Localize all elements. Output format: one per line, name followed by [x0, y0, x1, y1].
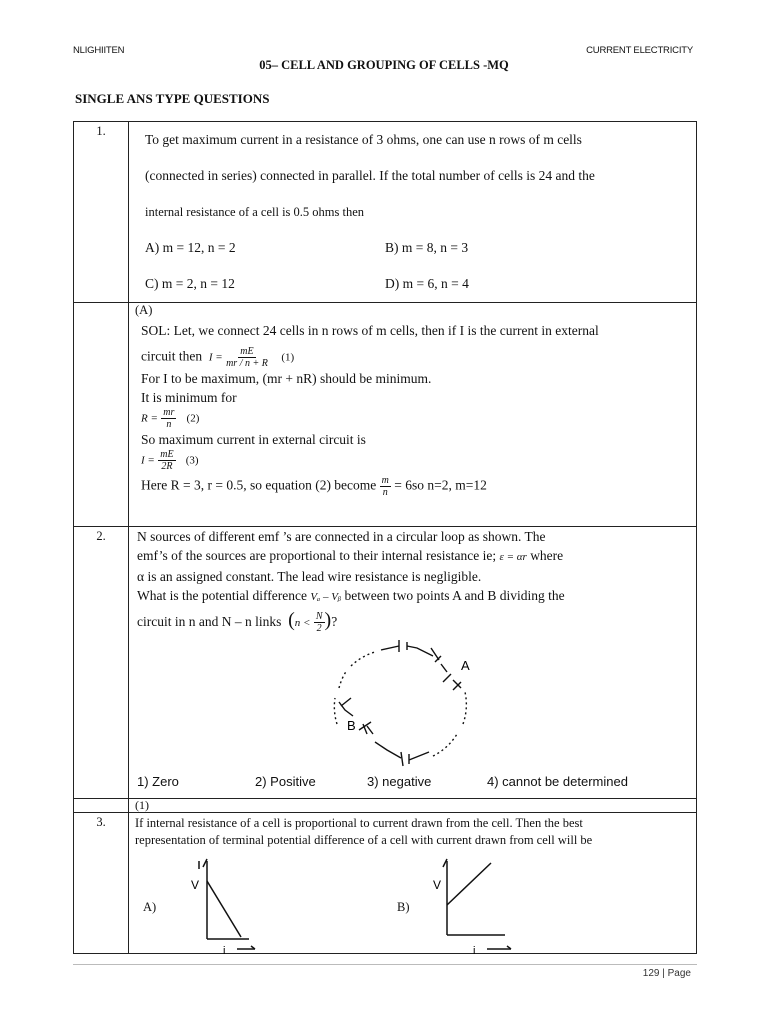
loop-wire: [409, 752, 429, 760]
graph-option-b-label: B): [397, 900, 410, 914]
question-row-1: [74, 122, 697, 303]
cell-symbol: [341, 698, 351, 706]
question-text-line: N sources of different emf ’s are connected in a circular loop as shown. The: [137, 529, 546, 544]
q2-options: [137, 772, 696, 791]
point-a-label: A: [461, 658, 470, 674]
graph-option-a-label: A): [143, 900, 157, 914]
solution-final-line: Here R = 3, r = 0.5, so equation (2) become $\frac{m}{n}$ = 6so n=2, m=12: [141, 475, 487, 498]
page-title: 05– CELL AND GROUPING OF CELLS -MQ: [259, 58, 509, 72]
point-b-label: B: [347, 718, 356, 734]
footer-divider: [73, 964, 697, 965]
solution-body: [129, 303, 697, 527]
question-text-line: α is an assigned constant. The lead wire resistance is negligible.: [137, 569, 482, 584]
plot-line: [207, 881, 241, 937]
option-d: D) m = 6, n = 4: [385, 276, 469, 291]
option-a: A) m = 12, n = 2: [145, 240, 236, 255]
question-body: [129, 527, 697, 799]
question-row-2: [74, 527, 697, 799]
cell-symbol: [431, 648, 439, 660]
loop-wire: [351, 652, 375, 666]
question-text-line: circuit in n and N – n links (n < $\frac{N}{2}$ )?: [137, 609, 338, 635]
question-text-line: emf’s of the sources are proportional to their internal resistance ie; ε = αr where: [137, 548, 564, 563]
question-text-line: If internal resistance of a cell is proportional to current drawn from the cell. Then the best: [135, 816, 583, 830]
loop-wire: [339, 670, 347, 688]
cell-symbol: [443, 674, 451, 682]
solution-line: So maximum current in external circuit is: [141, 432, 366, 447]
solution-row-2: [74, 799, 697, 813]
graph-option-a: [185, 855, 265, 955]
option-4: 4) cannot be determined: [487, 774, 628, 790]
question-body: [129, 813, 697, 954]
loop-wire: [339, 702, 353, 716]
axis-label-v: V: [191, 878, 200, 892]
question-text-line: To get maximum current in a resistance of 3 ohms, one can use n rows of m cells: [145, 132, 582, 147]
option-2: 2) Positive: [255, 774, 316, 790]
option-3: 3) negative: [367, 774, 432, 790]
question-number: 1.: [74, 122, 129, 303]
solution-equation-1: circuit then I = $\frac{mE}{mr / n + R}$ (1): [141, 346, 295, 369]
solution-equation-2: R = $\frac{mr}{n}$ (2): [141, 407, 200, 430]
question-number: 3.: [74, 813, 129, 954]
question-number: 2.: [74, 527, 129, 799]
axis-label-v: V: [433, 878, 442, 892]
section-heading: SINGLE ANS TYPE QUESTIONS: [75, 91, 270, 106]
answer-label: (1): [129, 799, 697, 813]
question-text-line: What is the potential difference Vₐ – Vᵦ between two points A and B dividing the: [137, 588, 565, 603]
loop-wire: [407, 646, 433, 656]
cell-symbol: [401, 752, 403, 766]
solution-line: For I to be maximum, (mr + nR) should be minimum.: [141, 371, 432, 386]
axis-label-i: i: [223, 945, 226, 955]
graph-options: [135, 849, 696, 953]
option-1: 1) Zero: [137, 774, 179, 790]
solution-row-1: [74, 303, 697, 527]
loop-wire: [375, 742, 401, 758]
header-left: NLIGHIITEN: [73, 45, 125, 56]
question-text-line: internal resistance of a cell is 0.5 ohms then: [145, 205, 365, 219]
solution-line: It is minimum for: [141, 390, 237, 405]
questions-table: [73, 121, 697, 954]
answer-label: (A): [135, 303, 153, 317]
question-text-line: representation of terminal potential difference of a cell with current drawn from cell will be: [135, 833, 593, 847]
question-body: [129, 122, 697, 303]
page-number: 129 | Page: [642, 968, 691, 979]
circular-loop-circuit-diagram: [315, 638, 495, 770]
cell-symbol: [367, 726, 373, 734]
axis-label-i: i: [473, 945, 476, 955]
question-row-3: [74, 813, 697, 954]
question-text-line: (connected in series) connected in parallel. If the total number of cells is 24 and the: [145, 168, 595, 183]
header-right: CURRENT ELECTRICITY: [586, 45, 693, 56]
graph-option-b: [431, 855, 521, 955]
plot-line: [447, 863, 491, 905]
loop-wire: [334, 698, 337, 724]
loop-wire: [381, 646, 399, 650]
solution-equation-3: I = $\frac{mE}{2R}$ (3): [141, 449, 199, 472]
cell-symbol: [435, 656, 441, 662]
loop-wire: [433, 734, 457, 756]
loop-wire: [463, 692, 466, 724]
option-c: C) m = 2, n = 12: [145, 276, 235, 291]
option-b: B) m = 8, n = 3: [385, 240, 469, 255]
loop-wire: [441, 664, 447, 672]
solution-line: SOL: Let, we connect 24 cells in n rows of m cells, then if I is the current in external: [141, 323, 599, 338]
